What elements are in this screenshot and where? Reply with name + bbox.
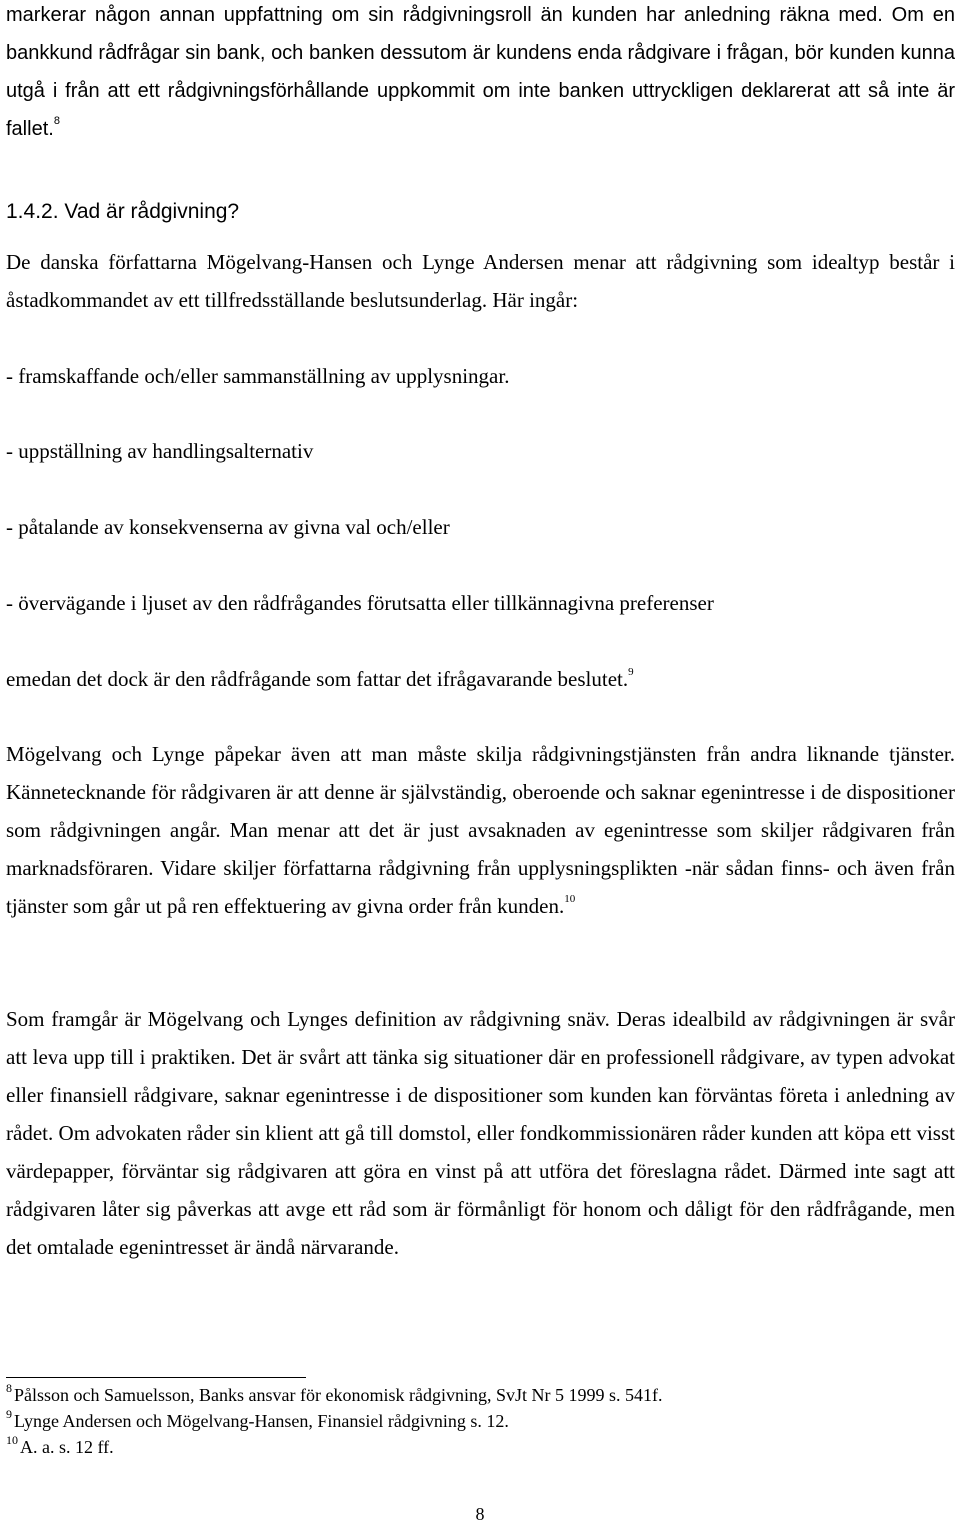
footnote-8 [6, 1382, 906, 1408]
section-heading: 1.4.2. Vad är rådgivning? [6, 200, 240, 223]
footnote-number: 8 [6, 1381, 12, 1395]
footnote-number: 10 [6, 1433, 18, 1447]
definition-intro: De danska författarna Mögelvang-Hansen och Lynge Andersen menar att rådgivning som idealtyp består i åstadkommandet av ett tillfredsställande beslutsunderlag. Här ingår: [6, 250, 955, 312]
paragraph-2 [6, 735, 955, 925]
footnote-ref-8: 8 [53, 115, 60, 128]
paragraph-3: Som framgår är Mögelvang och Lynges definition av rådgivning snäv. Deras idealbild av rådgivningen är svår att leva upp till i praktiken. Det är svårt att tänka sig situationer där en professionell rådgivare, av typen advokat eller finansiell rådgivare, saknar egenintresse i de dispositioner som kunden kan förväntas företa i anledning av rådet. Om advokaten råder sin klient att gå till domstol, eller fondkommissionären råder kunden att köpa ett visst värdepapper, förväntar sig rådgivaren att göra en vinst på att utföra det föreslagna rådet. Därmed inte sagt att rådgivaren låter sig påverkas att avge ett råd som är förmånligt för honom och dåligt för den rådfrågande, men det omtalade egenintresset är ändå närvarande. [6, 1007, 955, 1259]
footnote-text: Lynge Andersen och Mögelvang-Hansen, Finansiel rådgivning s. 12. [14, 1411, 509, 1431]
footnote-9 [6, 1408, 906, 1434]
footnote-10 [6, 1434, 906, 1460]
footnote-ref-10: 10 [564, 893, 576, 905]
footnotes [6, 1382, 906, 1460]
list-item-2: - uppställning av handlingsalternativ [6, 439, 314, 463]
list-item-3: - påtalande av konsekvenserna av givna val och/eller [6, 515, 450, 539]
footnote-divider [6, 1377, 306, 1378]
footnote-number: 9 [6, 1407, 12, 1421]
paragraph-2-text: Mögelvang och Lynge påpekar även att man måste skilja rådgivningstjänsten från andra liknande tjänster. Kännetecknande för rådgivaren är att denne är självständig, oberoende och saknar egenintresse i de dispositioner som rådgivningen angår. Man menar att det är just avsaknaden av egenintresse som skiljer rådgivaren från marknadsföraren. Vidare skiljer författarna rådgivning från upplysningsplikten -när sådan finns- och även från tjänster som går ut på ren effektuering av givna order från kunden. [6, 742, 955, 918]
definition-closing [6, 660, 955, 698]
intro-text: markerar någon annan uppfattning om sin rådgivningsroll än kunden har anledning räkna med. Om en bankkund rådfrågar sin bank, och banken dessutom är kundens enda rådgivare i frågan, bör kunden kunna utgå i från att ett rådgivningsförhållande uppkommit om inte banken uttryckligen deklarerat att så inte är fallet. [6, 4, 955, 140]
footnote-text: A. a. s. 12 ff. [20, 1437, 114, 1457]
list-item-1: - framskaffande och/eller sammanställning av upplysningar. [6, 364, 510, 388]
definition-closing-text: emedan det dock är den rådfrågande som fattar det ifrågavarande beslutet. [6, 667, 629, 691]
page-number: 8 [475, 1504, 485, 1524]
list-item-4: - övervägande i ljuset av den rådfrågandes förutsatta eller tillkännagivna preferenser [6, 591, 714, 615]
footnote-text: Pålsson och Samuelsson, Banks ansvar för ekonomisk rådgivning, SvJt Nr 5 1999 s. 541f. [14, 1385, 663, 1405]
intro-paragraph [6, 0, 955, 148]
footnote-ref-9: 9 [628, 666, 634, 678]
